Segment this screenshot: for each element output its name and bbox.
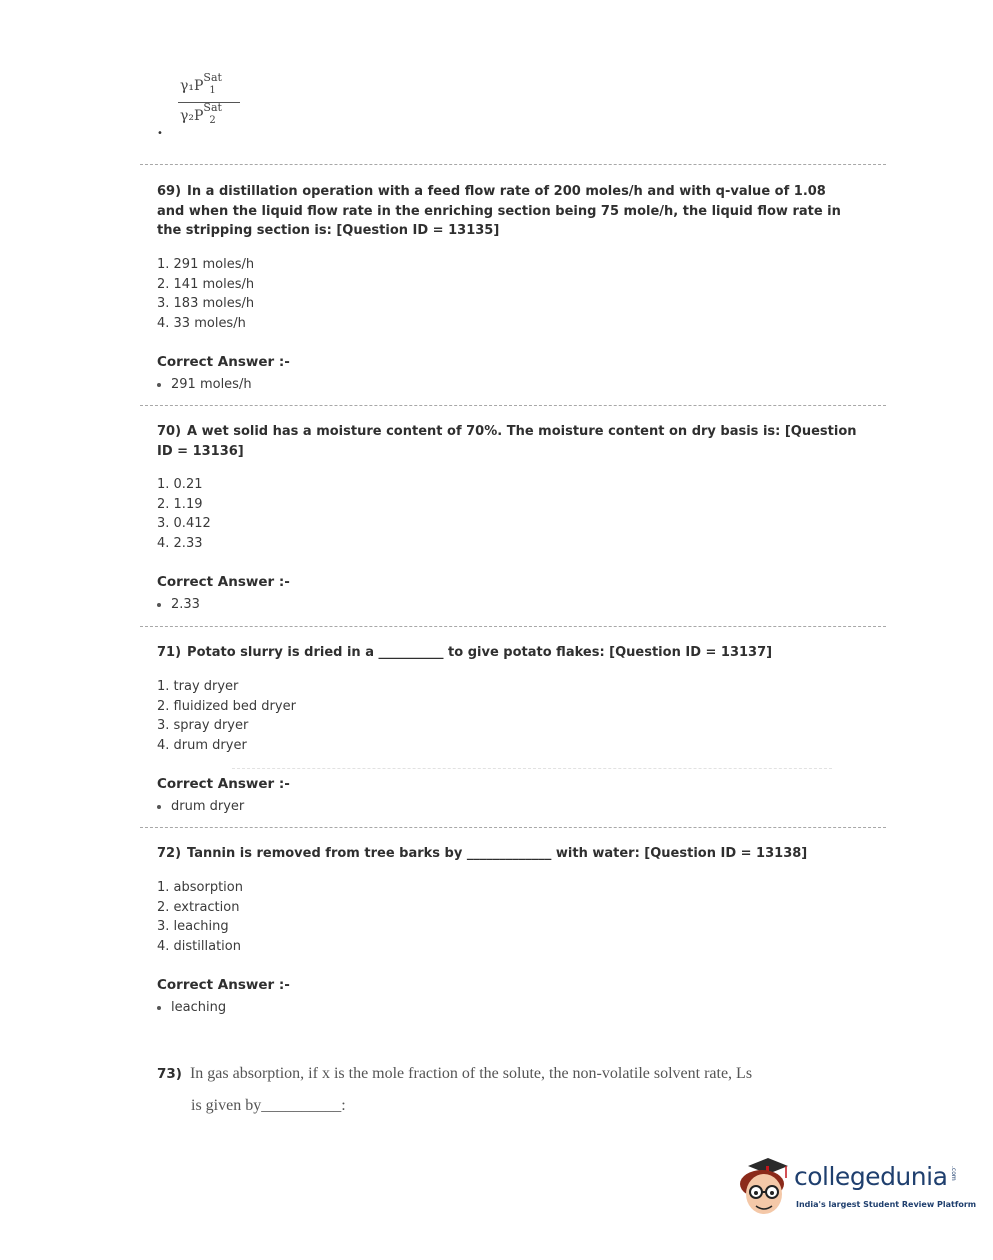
fraction-denominator: γ₂P Sat 2	[180, 101, 222, 126]
option-item: 1. tray dryer	[157, 679, 239, 694]
question-71: 71) Potato slurry is dried in a __________ to give potato flakes: [Question ID = 13137]	[157, 645, 773, 660]
question-72: 72) Tannin is removed from tree barks by _____________ with water: [Question ID = 13138]	[157, 846, 808, 861]
question-divider	[140, 405, 886, 406]
question-73: 73) In gas absorption, if x is the mole fraction of the solute, the non-volatile solvent rate, Ls is given by__________:	[157, 1065, 753, 1114]
option-item: 2. 141 moles/h	[157, 276, 255, 292]
correct-answer-value: 2.33	[157, 597, 200, 612]
logo-brand-text: collegedunia	[794, 1162, 948, 1191]
correct-answer-value: 291 moles/h	[157, 377, 252, 392]
options-list-69	[157, 255, 254, 333]
options-list-71	[157, 677, 296, 755]
options-list-72	[157, 878, 243, 956]
option-item: 3. 183 moles/h	[157, 296, 255, 312]
correct-answer-label: Correct Answer :-	[157, 574, 290, 590]
collegedunia-logo	[734, 1152, 977, 1222]
option-item: 1. 0.21	[157, 477, 203, 492]
option-item: 2. extraction	[157, 899, 240, 915]
bullet-icon	[157, 603, 161, 607]
mascot-icon	[734, 1152, 794, 1222]
option-item: 4. distillation	[157, 938, 241, 954]
correct-answer-label: Correct Answer :-	[157, 354, 290, 370]
option-item: 2. 1.19	[157, 496, 203, 512]
bullet-icon	[157, 1006, 161, 1010]
question-divider	[140, 164, 886, 165]
logo-dotcom: .com	[950, 1166, 957, 1181]
correct-answer-value: leaching	[157, 1000, 226, 1015]
correct-answer-value: drum dryer	[157, 799, 244, 814]
option-item: 4. 33 moles/h	[157, 315, 246, 331]
option-item: 3. spray dryer	[157, 718, 249, 734]
question-divider	[140, 626, 886, 627]
option-bullet: •	[157, 128, 163, 139]
bullet-icon	[157, 383, 161, 387]
fraction-numerator: γ₁P Sat 1	[180, 71, 222, 96]
option-item: 1. absorption	[157, 880, 243, 895]
faint-divider	[232, 768, 832, 769]
option-item: 4. 2.33	[157, 535, 203, 551]
logo-tagline: India's largest Student Review Platform	[796, 1200, 977, 1209]
option-item: 3. 0.412	[157, 516, 211, 532]
question-69: 69) In a distillation operation with a feed flow rate of 200 moles/h and with q-value of 1.08 and when the liquid flow rate in the enriching section being 75 mole/h, the liquid flow rate in the stripping section is: [Question ID = 13135]	[157, 184, 841, 238]
correct-answer-label: Correct Answer :-	[157, 977, 290, 993]
option-item: 4. drum dryer	[157, 737, 247, 753]
question-70: 70) A wet solid has a moisture content of 70%. The moisture content on dry basis is: [Question ID = 13136]	[157, 424, 857, 459]
bullet-icon	[157, 805, 161, 809]
option-item: 2. fluidized bed dryer	[157, 698, 296, 714]
question-divider	[140, 827, 886, 828]
correct-answer-label: Correct Answer :-	[157, 776, 290, 792]
option-item: 1. 291 moles/h	[157, 257, 255, 272]
options-list-70	[157, 475, 211, 553]
option-item: 3. leaching	[157, 919, 229, 935]
